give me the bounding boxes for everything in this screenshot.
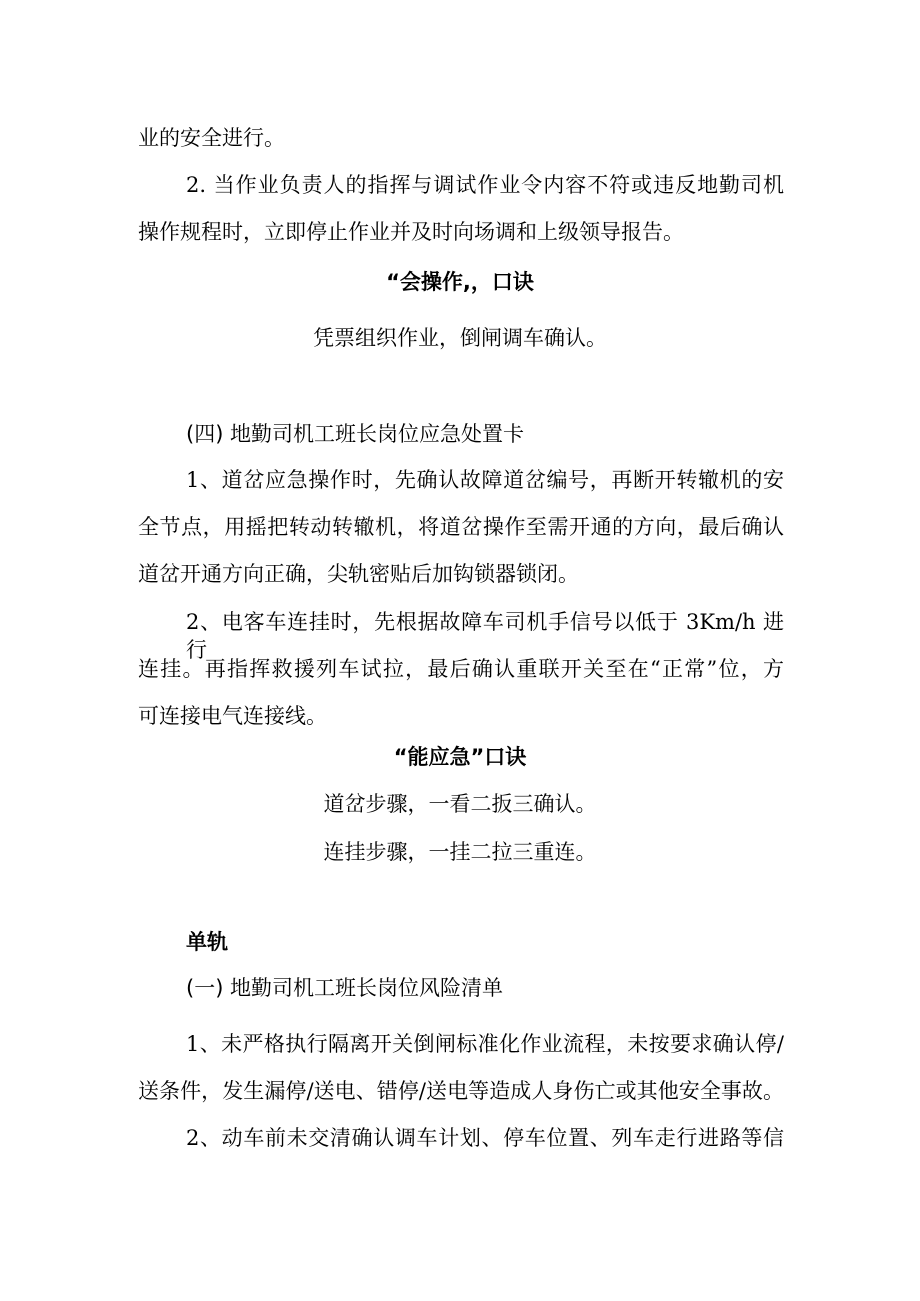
- paragraph-line: 道岔开通方向正确，尖轨密贴后加钩锁器锁闭。: [138, 562, 579, 586]
- paragraph-line: 操作规程时，立即停止作业并及时向场调和上级领导报告。: [138, 220, 684, 244]
- section-heading: 单轨: [186, 930, 228, 954]
- centered-line: 道岔步骤，一看二扳三确认。: [323, 792, 597, 816]
- paragraph-line: 送条件，发生漏停/送电、错停/送电等造成人身伤亡或其他安全事故。: [138, 1079, 784, 1103]
- paragraph-line: 全节点，用摇把转动转辙机，将道岔操作至需开通的方向，最后确认: [138, 515, 784, 539]
- paragraph-line: 连挂。再指挥救援列车试拉，最后确认重联开关至在“正常”位，方: [138, 657, 784, 681]
- paragraph-line: 2、电客车连挂时，先根据故障车司机手信号以低于 3Km/h 进行: [186, 610, 784, 662]
- centered-line: 连挂步骤，一挂二拉三重连。: [323, 840, 597, 864]
- paragraph-line: 业的安全进行。: [138, 126, 285, 150]
- paragraph-line: 可连接电气连接线。: [138, 704, 327, 728]
- section-heading: “会操作,，口诀: [386, 270, 534, 294]
- centered-line: 凭票组织作业，倒闸调车确认。: [313, 326, 607, 350]
- section-heading: (四) 地勤司机工班长岗位应急处置卡: [186, 422, 525, 446]
- section-heading: (一) 地勤司机工班长岗位风险清单: [186, 976, 504, 1000]
- paragraph-line: 2、动车前未交清确认调车计划、停车位置、列车走行进路等信: [186, 1126, 784, 1150]
- paragraph-line: 2. 当作业负责人的指挥与调试作业令内容不符或违反地勤司机: [186, 173, 784, 197]
- paragraph-line: 1、未严格执行隔离开关倒闸标准化作业流程，未按要求确认停/: [186, 1032, 784, 1056]
- paragraph-line: 1、道岔应急操作时，先确认故障道岔编号，再断开转辙机的安: [186, 468, 784, 492]
- section-heading: “能应急”口诀: [393, 745, 527, 769]
